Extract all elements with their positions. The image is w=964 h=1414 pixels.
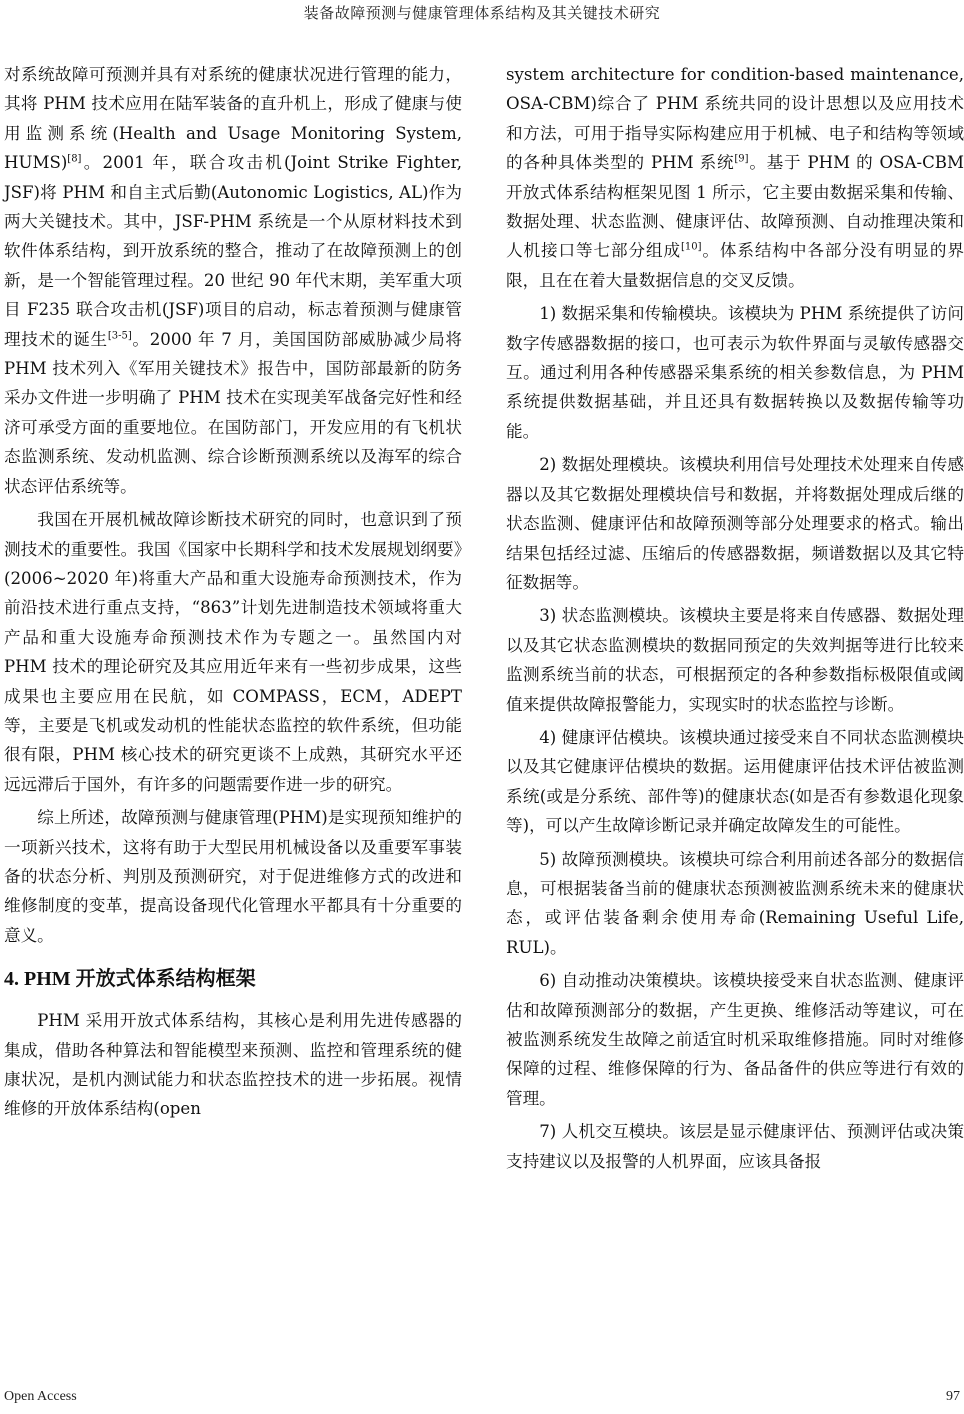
section-heading: 4. PHM 开放式体系结构框架 [4, 968, 256, 991]
module-item-2: 2) 数据处理模块。该模块利用信号处理技术处理来自传感器以及其它数据处理模块信号和数据，并将数据处理成后继的状态监测、健康评估和故障预测等部分处理要求的格式。输出结果包括经过滤、压缩后的传感器数据，频谱数据以及其它特征数据等。 [506, 455, 964, 592]
module-item-6: 6) 自动推动决策模块。该模块接受来自状态监测、健康评估和故障预测部分的数据，产生更换、维修活动等建议，可在被监测系统发生故障之前适宜时机采取维修措施。同时对维修保障的过程、维修保障的行为、备品备件的供应等进行有效的管理。 [506, 971, 964, 1108]
module-item-7: 7) 人机交互模块。该层是显示健康评估、预测评估或决策支持建议以及报警的人机界面，应该具备报 [506, 1122, 964, 1171]
right-paragraph-1 [506, 60, 964, 295]
left-p1-text-c: 。2000 年 7 月，美国国防部威胁减少局将 PHM 技术列入《军用关键技术》报告中，国防部最新的防务采办文件进一步明确了 PHM 技术在实现美军战备完好性和经济可承受方面的重要地位。在国防部门，开发应用的有飞机状态监测系统、发动机监测、综合诊断预测系统以及海军的综合状态评估系统等。 [4, 329, 462, 496]
left-paragraph-4: PHM 采用开放式体系结构，其核心是利用先进传感器的集成，借助各种算法和智能模型来预测、监控和管理系统的健康状况，是机内测试能力和状态监控技术的进一步拓展。视情维修的开放体系结构(open [4, 1011, 462, 1119]
footer-open-access: Open Access [4, 1389, 77, 1404]
citation-3-5: [3-5] [107, 330, 132, 342]
module-item-3: 3) 状态监测模块。该模块主要是将来自传感器、数据处理以及其它状态监测模块的数据同预定的失效判据等进行比较来监测系统当前的状态，可根据预定的各种参数指标极限值或阈值来提供故障报警能力，实现实时的状态监控与诊断。 [506, 606, 964, 714]
left-paragraph-3: 综上所述，故障预测与健康管理(PHM)是实现预知维护的一项新兴技术，这将有助于大型民用机械设备以及重要军事装备的状态分析、判別及预测研究，对于促进维修方式的改进和维修制度的变革，提高设备现代化管理水平都具有十分重要的意义。 [4, 808, 462, 945]
page-number: 97 [946, 1389, 960, 1404]
left-paragraph-1 [4, 60, 462, 501]
module-item-4: 4) 健康评估模块。该模块通过接受来自不同状态监测模块以及其它健康评估模块的数据。运用健康评估技术评估被监测系统(或是分系统、部件等)的健康状态(如是否有参数退化现象等)，可以产生故障诊断记录并确定故障发生的可能性。 [506, 727, 964, 836]
module-item-5: 5) 故障预测模块。该模块可综合利用前述各部分的数据信息，可根据装备当前的健康状态预测被监测系统未来的健康状态，或评估装备剩余使用寿命(Remaining Useful Life, RUL)。 [506, 849, 964, 957]
right-column [506, 60, 964, 1176]
left-p1-text-b: 。2001 年，联合攻击机(Joint Strike Fighter, JSF)将 PHM 和自主式后勤(Autonomic Logistics, AL)作为两大关键技术。其中，JSF-PHM 系统是一个从原材料技术到软件体系结构，到开放系统的整合，推动了在故障预测上的创新，是一个智能管理过程。20 世纪 90 年代末期，美军重大项目 F235 联合攻击机(JSF)项目的启动，标志着预测与健康管理技术的诞生 [4, 153, 462, 349]
right-p1-text-c: 。体系结构中各部分没有明显的界限，且在在着大量数据信息的交叉反馈。 [506, 241, 964, 290]
right-p1-text-b: 。基于 PHM 的 OSA-CBM 开放式体系结构框架见图 1 所示，它主要由数据采集和传输、数据处理、状态监测、健康评估、故障预测、自动推理决策和人机接口等七部分组成 [506, 153, 964, 261]
citation-9: [9] [734, 153, 749, 165]
citation-10: [10] [681, 241, 702, 253]
left-paragraph-2: 我国在开展机械故障诊断技术研究的同时，也意识到了预测技术的重要性。我国《国家中长期科学和技术发展规划纲要》(2006~2020 年)将重大产品和重大设施寿命预测技术，作为前沿技术进行重点支持，“863”计划先进制造技术领域将重大产品和重大设施寿命预测技术作为专题之一。虽然国内对 PHM 技术的理论研究及其应用近年来有一些初步成果，这些成果也主要应用在民航，如 COMPASS，ECM，ADEPT 等，主要是飞机或发动机的性能状态监控的软件系统，但功能很有限，PHM 核心技术的研究更谈不上成熟，其研究水平还远远滞后于国外，有许多的问题需要作进一步的研究。 [4, 510, 462, 794]
left-column [4, 60, 462, 1124]
running-head: 装备故障预测与健康管理体系结构及其关键技术研究 [303, 4, 661, 22]
citation-8: [8] [67, 153, 82, 165]
right-p1-text-a: system architecture for condition-based maintenance, OSA-CBM)综合了 PHM 系统共同的设计思想以及应用技术和方法，可用于指导实际构建应用于机械、电子和结构等领域的各种具体类型的 PHM 系统 [506, 65, 964, 173]
left-p1-text-a: 对系统故障可预测并具有对系统的健康状况进行管理的能力，其将 PHM 技术应用在陆军装备的直升机上，形成了健康与使用监测系统(Health and Usage Monitoring System, HUMS) [4, 65, 462, 173]
module-item-1: 1) 数据采集和传输模块。该模块为 PHM 系统提供了访问数字传感器数据的接口，也可表示为软件界面与灵敏传感器交互。通过利用各种传感器采集系统的相关参数信息，为 PHM 系统提供数据基础，并且还具有数据转换以及数据传输等功能。 [506, 304, 964, 441]
